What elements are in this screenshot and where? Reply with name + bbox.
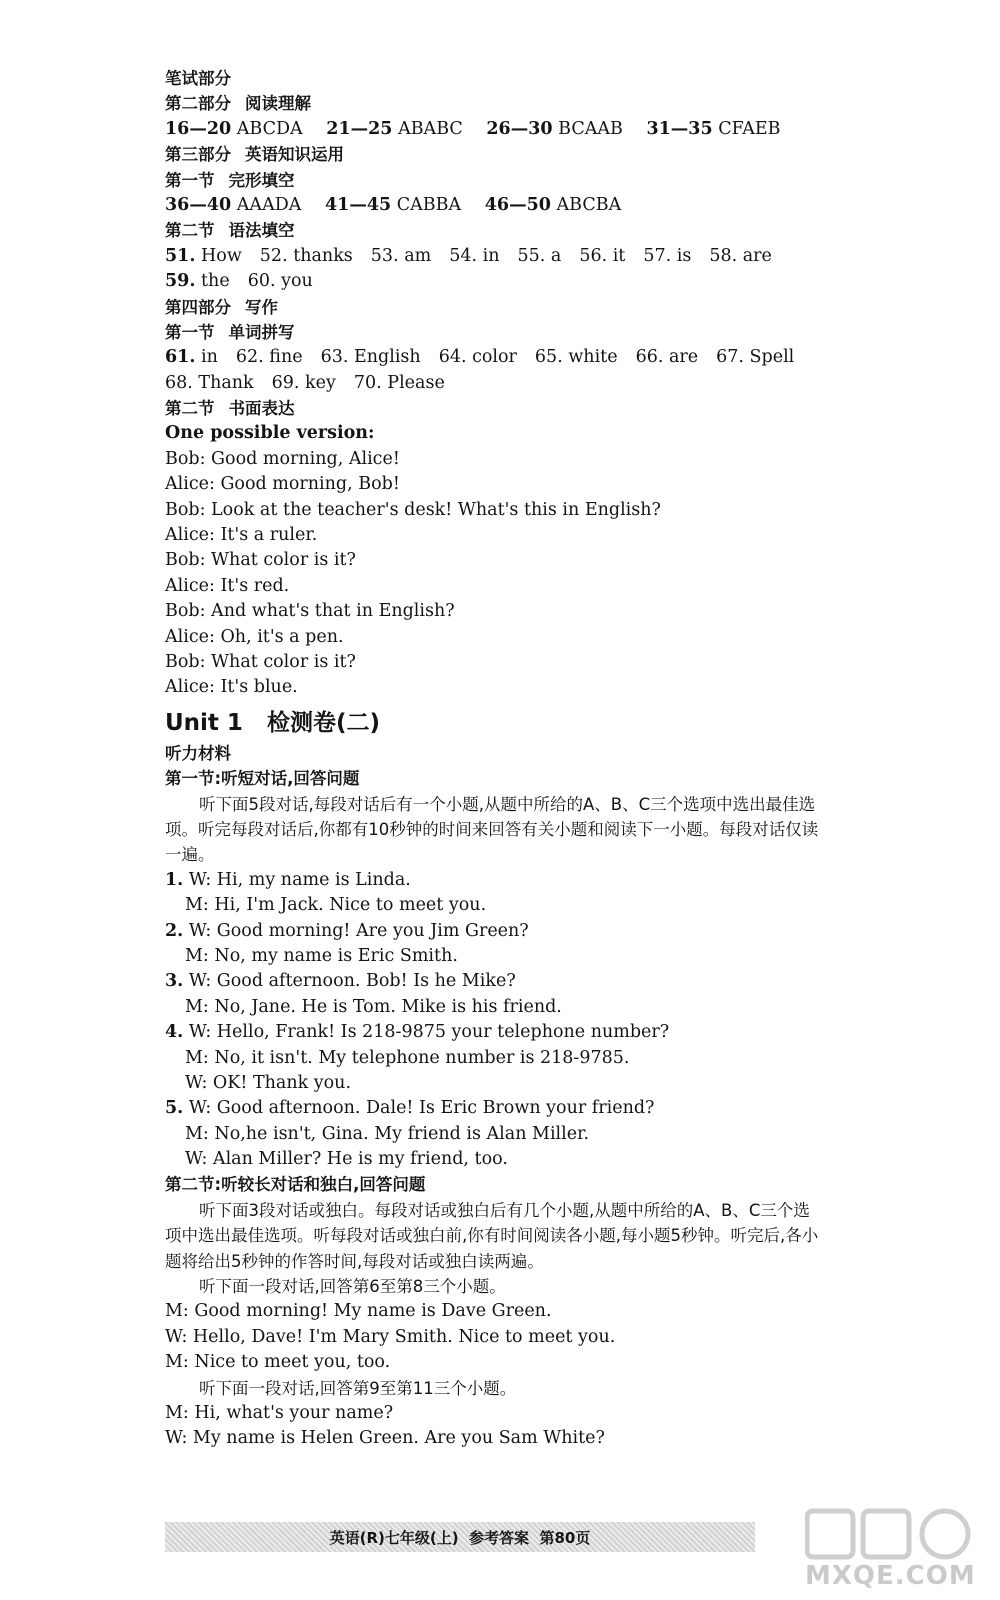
listening-section1-heading: 第一节:听短对话,回答问题: [165, 769, 360, 789]
dialogue-line: Alice: It's blue.: [165, 677, 298, 698]
dialog-line: M: No,he isn't, Gina. My friend is Alan Miller.: [185, 1123, 590, 1144]
listening-heading: 听力材料: [165, 743, 231, 763]
dialog-item: 4. W: Hello, Frank! Is 218-9875 your telephone number?: [165, 1022, 670, 1043]
watermark-logo-icon: [805, 1505, 975, 1561]
dialogue-a-instructions: 听下面一段对话,回答第6至第8三个小题。: [199, 1277, 506, 1297]
part3-section2-heading: 第二节 语法填空: [165, 221, 295, 241]
listening-section2-instructions: 听下面3段对话或独白。每段对话或独白后有几个小题,从题中所给的A、B、C三个选项中选出最佳选项。听每段对话或独白前,你有时间阅读各小题,每小题5秒钟。听完后,各小题将给出5秒钟的作答时间,每段对话或独白读两遍。: [165, 1200, 819, 1271]
dialog-item: 2. W: Good morning! Are you Jim Green?: [165, 920, 529, 941]
footer-text: 英语(R)七年级(上) 参考答案 第80页: [329, 1528, 591, 1547]
dialogue-line: Alice: Oh, it's a pen.: [165, 626, 344, 647]
dialog-line: M: Hi, I'm Jack. Nice to meet you.: [185, 895, 487, 916]
dialogue-b-instructions: 听下面一段对话,回答第9至第11三个小题。: [199, 1378, 517, 1398]
dialog-item: 5. W: Good afternoon. Dale! Is Eric Brown your friend?: [165, 1098, 655, 1119]
dialogue-line: Bob: What color is it?: [165, 550, 356, 571]
dialog-line: M: Good morning! My name is Dave Green.: [165, 1301, 552, 1322]
part4-heading: 第四部分 写作: [165, 297, 278, 317]
dialog-line: M: Hi, what's your name?: [165, 1403, 394, 1424]
page-footer: [165, 1522, 755, 1552]
part3-heading: 第三部分 英语知识运用: [165, 145, 344, 165]
possible-version-label: One possible version:: [165, 423, 375, 444]
dialog-item: 1. W: Hi, my name is Linda.: [165, 869, 411, 890]
dialog-line: M: No, Jane. He is Tom. Mike is his friend.: [185, 996, 562, 1017]
dialogue-line: Alice: It's red.: [165, 575, 290, 596]
answer-page: [165, 66, 825, 1452]
dialog-line: W: OK! Thank you.: [185, 1072, 352, 1093]
grammar-answers-line1: 51. How 52. thanks 53. am 54. in 55. a 56. it 57. is 58. are: [165, 245, 772, 266]
dialogue-line: Alice: Good morning, Bob!: [165, 474, 400, 495]
watermark: [805, 1505, 975, 1595]
listening-section2-heading: 第二节:听较长对话和独白,回答问题: [165, 1175, 426, 1195]
dialogue-line: Bob: And what's that in English?: [165, 601, 455, 622]
part4-section1-heading: 第一节 单词拼写: [165, 322, 295, 342]
dialog-line: M: Nice to meet you, too.: [165, 1352, 391, 1373]
listening-section1-instructions: 听下面5段对话,每段对话后有一个小题,从题中所给的A、B、C三个选项中选出最佳选项。听完每段对话后,你都有10秒钟的时间来回答有关小题和阅读下一小题。每段对话仅读一遍。: [165, 794, 819, 865]
written-heading: 笔试部分: [165, 69, 231, 88]
unit-title: Unit 1 检测卷(二): [165, 709, 380, 736]
dialog-line: M: No, my name is Eric Smith.: [185, 945, 458, 966]
dialogue-line: Bob: Good morning, Alice!: [165, 448, 400, 469]
dialogue-line: Alice: It's a ruler.: [165, 525, 318, 546]
part2-answers: 16—20 ABCDA 21—25 ABABC 26—30 BCAAB 31—35 CFAEB: [165, 118, 781, 139]
dialog-item: 3. W: Good afternoon. Bob! Is he Mike?: [165, 971, 516, 992]
part3-section1-heading: 第一节 完形填空: [165, 170, 295, 190]
part4-section2-heading: 第二节 书面表达: [165, 399, 295, 419]
dialog-line: M: No, it isn't. My telephone number is 218-9785.: [185, 1047, 630, 1068]
spelling-answers-line2: 68. Thank 69. key 70. Please: [165, 372, 445, 393]
dialog-line: W: My name is Helen Green. Are you Sam White?: [165, 1428, 605, 1449]
spelling-answers-line1: 61. in 62. fine 63. English 64. color 65. white 66. are 67. Spell: [165, 347, 795, 368]
dialogue-line: Bob: Look at the teacher's desk! What's this in English?: [165, 499, 661, 520]
dialog-line: W: Hello, Dave! I'm Mary Smith. Nice to meet you.: [165, 1326, 616, 1347]
part3-section1-answers: 36—40 AAADA 41—45 CABBA 46—50 ABCBA: [165, 194, 622, 215]
part2-heading: 第二部分 阅读理解: [165, 94, 311, 114]
grammar-answers-line2: 59. the 60. you: [165, 271, 313, 292]
dialog-line: W: Alan Miller? He is my friend, too.: [185, 1149, 508, 1170]
watermark-url: MXQE.COM: [805, 1561, 976, 1591]
dialogue-line: Bob: What color is it?: [165, 651, 356, 672]
